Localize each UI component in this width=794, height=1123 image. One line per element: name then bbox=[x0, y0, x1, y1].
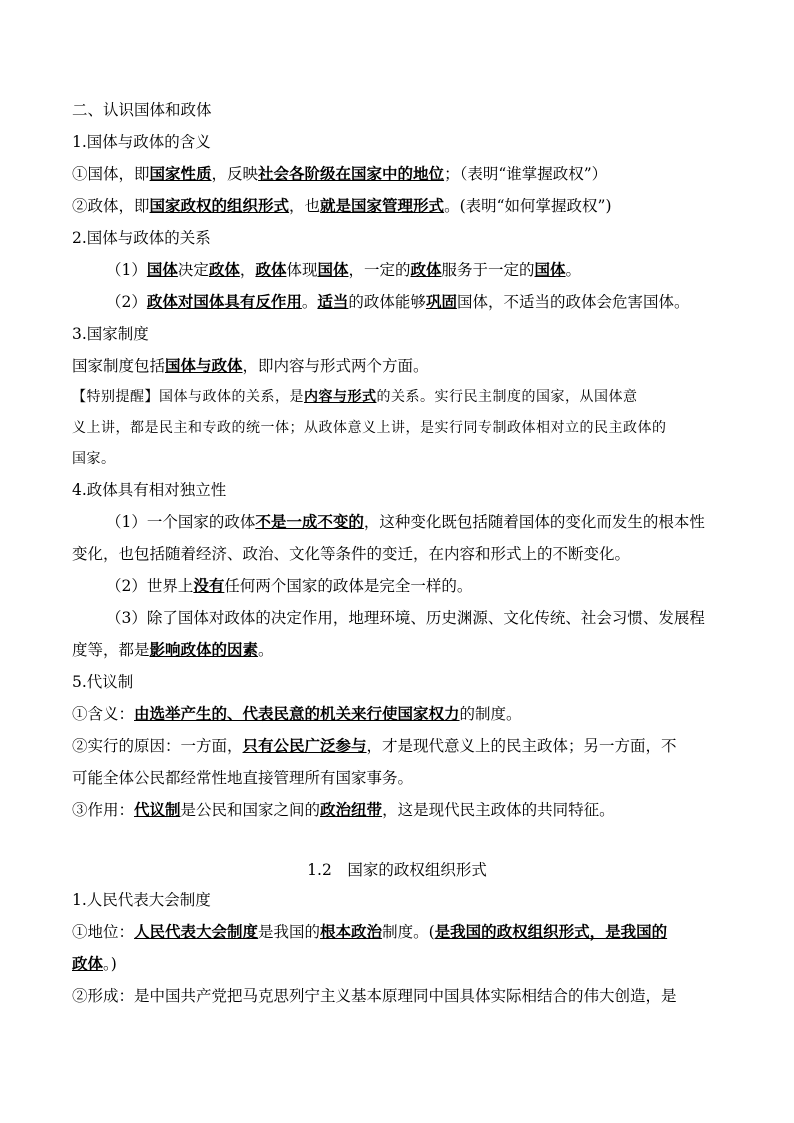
paragraph-line: 可能全体公民都经常性地直接管理所有国家事务。 bbox=[72, 769, 414, 787]
paragraph-line: ③作用：代议制是公民和国家之间的政治纽带，这是现代民主政体的共同特征。 bbox=[72, 800, 615, 819]
paragraph-line: ②实行的原因：一方面，只有公民广泛参与，才是现代意义上的民主政体；另一方面，不 bbox=[72, 736, 677, 755]
section-heading: 二、认识国体和政体 bbox=[72, 101, 212, 119]
paragraph-line: ①含义：由选举产生的、代表民意的机关来行使国家权力的制度。 bbox=[72, 704, 522, 723]
paragraph-line: （1）一个国家的政体不是一成不变的，这种变化既包括随着国体的变化而发生的根本性 bbox=[106, 512, 705, 531]
paragraph-line: （1）国体决定政体，政体体现国体，一定的政体服务于一定的国体。 bbox=[106, 260, 582, 279]
special-reminder-note: 国家。 bbox=[72, 451, 116, 467]
special-reminder-note: 【特别提醒】国体与政体的关系，是内容与形式的关系。实行民主制度的国家，从国体意 bbox=[72, 389, 638, 405]
section-heading: 1.2 国家的政权组织形式 bbox=[307, 861, 487, 879]
subsection-title: 5.代议制 bbox=[72, 673, 134, 691]
paragraph-line: （3）除了国体对政体的决定作用，地理环境、历史渊源、文化传统、社会习惯、发展程 bbox=[106, 609, 705, 627]
paragraph-line: 政体。) bbox=[72, 954, 117, 973]
paragraph-line: ②政体，即国家政权的组织形式，也就是国家管理形式。(表明“如何掌握政权”) bbox=[72, 196, 612, 215]
paragraph-line: 度等，都是影响政体的因素。 bbox=[72, 640, 274, 659]
special-reminder-note: 义上讲，都是民主和专政的统一体；从政体意义上讲，是实行同专制政体相对立的民主政体的 bbox=[72, 420, 667, 436]
paragraph-line: ①地位：人民代表大会制度是我国的根本政治制度。(是我国的政权组织形式，是我国的 bbox=[72, 922, 668, 941]
paragraph-line: 变化，也包括随着经济、政治、文化等条件的变迁，在内容和形式上的不断变化。 bbox=[72, 545, 631, 563]
subsection-title: 1.国体与政体的含义 bbox=[72, 133, 211, 151]
subsection-title: 4.政体具有相对独立性 bbox=[72, 481, 227, 499]
subsection-title: 1.人民代表大会制度 bbox=[72, 891, 211, 909]
paragraph-line: （2）政体对国体具有反作用。适当的政体能够巩固国体，不适当的政体会危害国体。 bbox=[106, 292, 690, 311]
subsection-title: 3.国家制度 bbox=[72, 325, 149, 343]
paragraph-line: （2）世界上没有任何两个国家的政体是完全一样的。 bbox=[106, 576, 473, 595]
paragraph-line: 国家制度包括国体与政体，即内容与形式两个方面。 bbox=[72, 356, 429, 375]
subsection-title: 2.国体与政体的关系 bbox=[72, 229, 211, 247]
paragraph-line: ②形成：是中国共产党把马克思列宁主义基本原理同中国具体实际相结合的伟大创造，是 bbox=[72, 987, 677, 1005]
paragraph-line: ①国体，即国家性质，反映社会各阶级在国家中的地位；（表明“谁掌握政权”） bbox=[72, 164, 608, 183]
